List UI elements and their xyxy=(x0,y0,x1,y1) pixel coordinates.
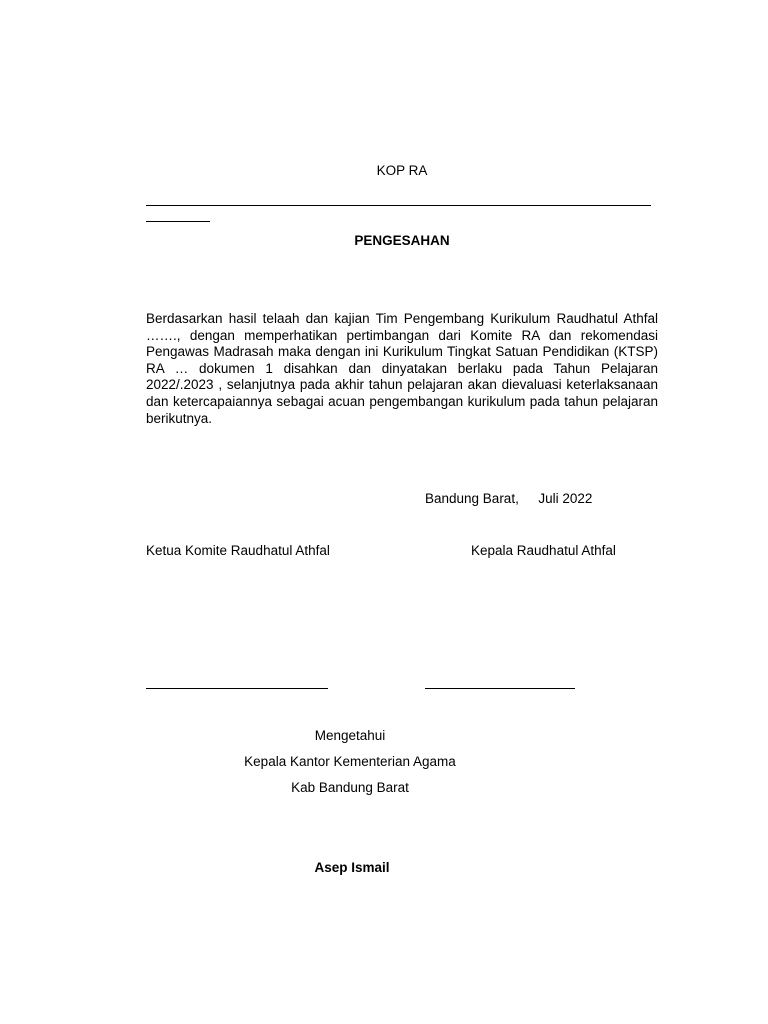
date-text: Juli 2022 xyxy=(538,491,593,506)
committee-head-signature-line xyxy=(146,688,328,689)
ratification-paragraph: Berdasarkan hasil telaah dan kajian Tim Pengembang Kurikulum Raudhatul Athfal ……., dengan memperhatikan pertimbangan dari Komite RA dan rekomendasi Pengawas Madrasah maka dengan ini Kurikulum Tingkat Satuan Pendidikan (KTSP) RA … dokumen 1 disahkan dan dinyatakan berlaku pada Tahun Pelajaran 2022/.2023 , selanjutnya pada akhir tahun pelajaran akan dievaluasi keterlaksanaan dan ketercapaiannya sebagai acuan pengembangan kurikulum pada tahun pelajaran berikutnya. xyxy=(146,311,658,426)
approval-label: Mengetahui xyxy=(314,728,386,743)
ra-head-signature-line xyxy=(425,688,575,689)
letterhead-divider-line-continuation xyxy=(146,221,210,222)
ra-head-title: Kepala Raudhatul Athfal xyxy=(471,543,616,558)
page-title: PENGESAHAN xyxy=(354,233,450,248)
letterhead-divider-line xyxy=(146,205,651,206)
approver-name: Asep Ismail xyxy=(314,860,390,875)
place-text: Bandung Barat, xyxy=(425,491,519,506)
committee-head-title: Ketua Komite Raudhatul Athfal xyxy=(146,543,330,558)
kop-label: KOP RA xyxy=(376,163,428,178)
approval-region: Kab Bandung Barat xyxy=(291,780,409,795)
place-date-line xyxy=(425,491,592,506)
approval-office: Kepala Kantor Kementerian Agama xyxy=(244,754,456,769)
